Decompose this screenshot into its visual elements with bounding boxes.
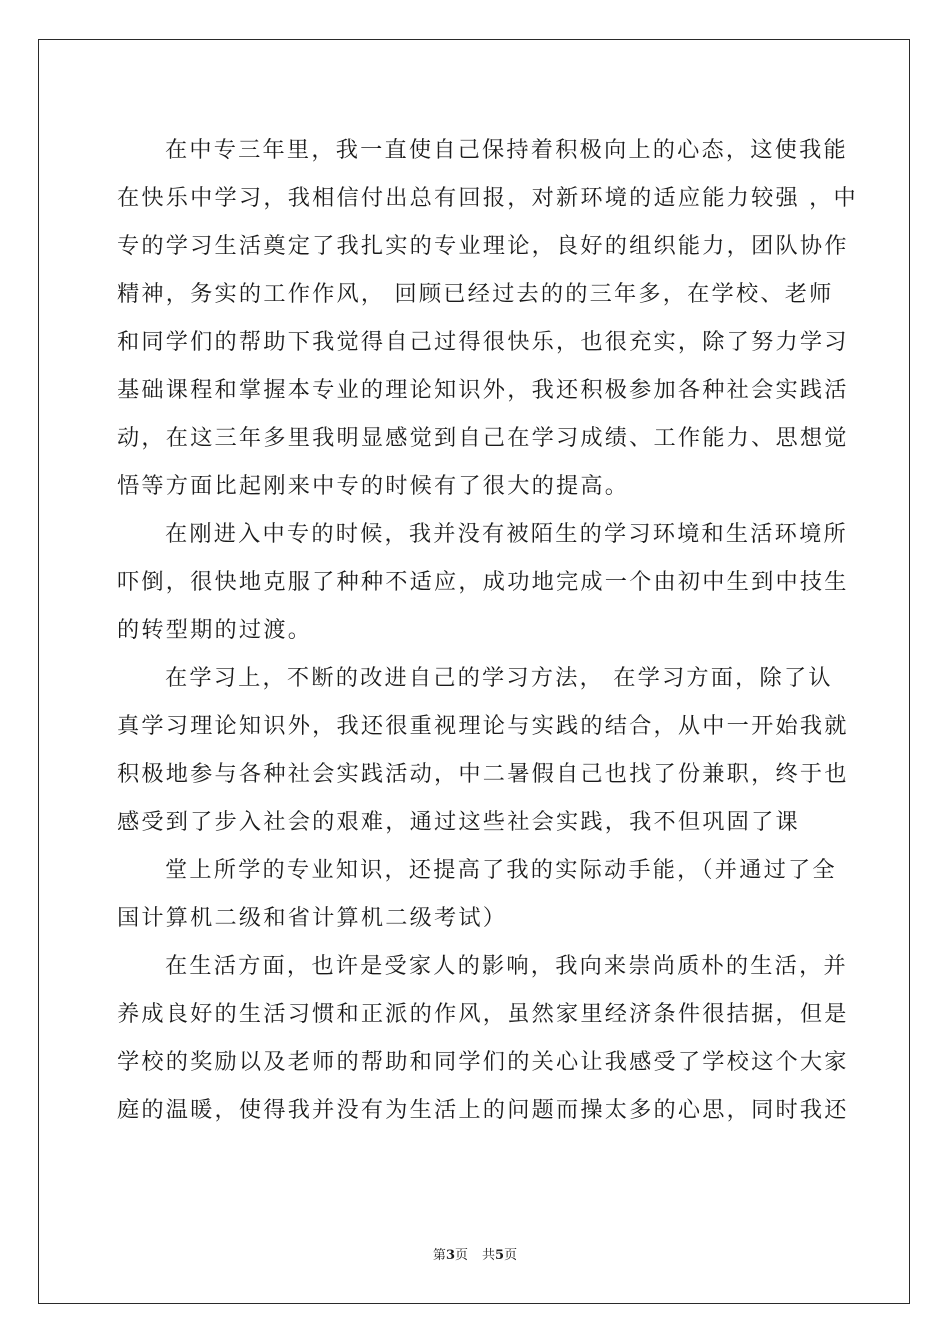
- text-line: 精神，务实的工作作风， 回顾已经过去的的三年多，在学校、老师: [117, 281, 834, 307]
- text-line: 动，在这三年多里我明显感觉到自己在学习成绩、工作能力、思想觉: [117, 425, 849, 451]
- text-line: 专的学习生活奠定了我扎实的专业理论，良好的组织能力，团队协作: [117, 233, 849, 259]
- page-prefix: 第: [432, 1248, 446, 1263]
- text-line: 养成良好的生活习惯和正派的作风，虽然家里经济条件很拮据，但是: [117, 1001, 849, 1027]
- page-number: 3: [445, 1248, 455, 1263]
- body-text: [117, 126, 858, 1134]
- text-line: 学校的奖励以及老师的帮助和同学们的关心让我感受了学校这个大家: [117, 1049, 849, 1075]
- text-line: 积极地参与各种社会实践活动，中二暑假自己也找了份兼职，终于也: [117, 761, 849, 787]
- text-line: 国计算机二级和省计算机二级考试）: [117, 905, 508, 931]
- text-line: 庭的温暖，使得我并没有为生活上的问题而操太多的心思，同时我还: [117, 1097, 849, 1123]
- text-line: 堂上所学的专业知识，还提高了我的实际动手能，（并通过了全: [165, 857, 837, 883]
- text-line: 和同学们的帮助下我觉得自己过得很快乐，也很充实，除了努力学习: [117, 329, 849, 355]
- total-suffix: 页: [504, 1248, 518, 1263]
- text-line: 在中专三年里，我一直使自己保持着积极向上的心态，这使我能: [165, 137, 848, 163]
- text-line: 感受到了步入社会的艰难，通过这些社会实践，我不但巩固了课: [117, 809, 800, 835]
- text-line: 基础课程和掌握本专业的理论知识外，我还积极参加各种社会实践活: [117, 377, 849, 403]
- text-line: 真学习理论知识外，我还很重视理论与实践的结合，从中一开始我就: [117, 713, 849, 739]
- text-line: 悟等方面比起刚来中专的时候有了很大的提高。: [117, 473, 630, 499]
- page-suffix: 页: [454, 1248, 468, 1263]
- text-line: 在生活方面，也许是受家人的影响，我向来崇尚质朴的生活，并: [165, 953, 848, 979]
- total-prefix: 共: [482, 1248, 496, 1263]
- total-pages: 5: [495, 1248, 505, 1263]
- text-line: 在刚进入中专的时候，我并没有被陌生的学习环境和生活环境所: [165, 521, 848, 547]
- text-line: 的转型期的过渡。: [117, 617, 313, 643]
- text-line: 吓倒，很快地克服了种种不适应，成功地完成一个由初中生到中技生: [117, 569, 849, 595]
- text-line: 在快乐中学习，我相信付出总有回报，对新环境的适应能力较强 ，中: [117, 185, 858, 211]
- page-footer: [0, 1244, 950, 1263]
- text-line: 在学习上，不断的改进自己的学习方法， 在学习方面，除了认: [165, 665, 833, 691]
